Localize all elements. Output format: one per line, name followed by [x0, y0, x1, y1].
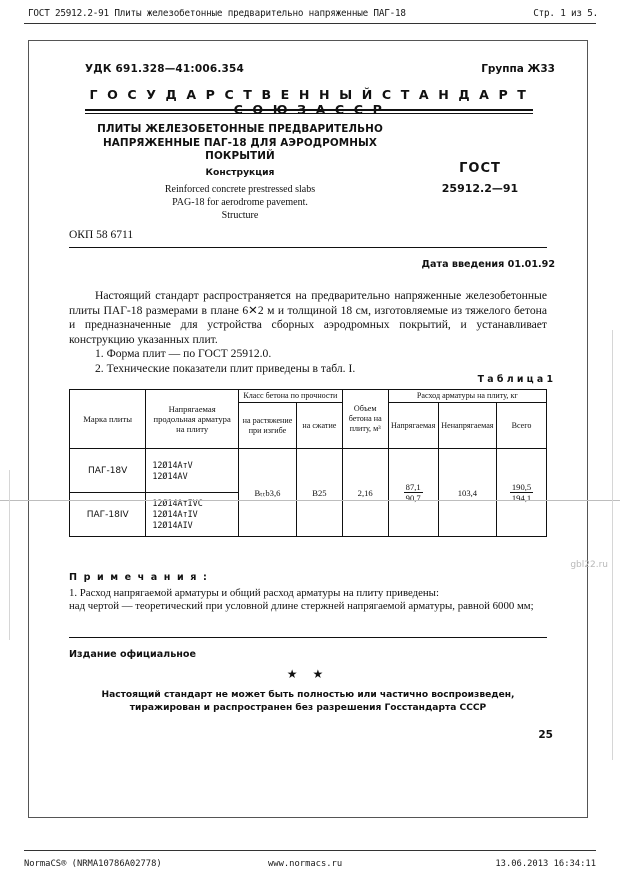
cell-rebar-prestressed — [388, 449, 438, 537]
fraction-denominator: 194,1 — [511, 493, 532, 503]
group-code: Группа Ж33 — [481, 63, 555, 75]
notes-divider — [69, 637, 547, 638]
gost-number: 25912.2—91 — [441, 182, 519, 195]
rebar-line-2: 12Ø14АV — [152, 470, 188, 481]
cell-concrete-compression: В25 — [296, 449, 342, 537]
notes-block — [69, 571, 547, 614]
page-number: 25 — [538, 729, 553, 741]
cell-rebar-nonprestressed: 103,4 — [438, 449, 496, 537]
note-1: 1. Расход напрягаемой арматуры и общий расход арматуры на плиту приведены: — [69, 586, 439, 599]
table-head — [70, 390, 547, 449]
stars-decoration: ★ ★ — [286, 667, 330, 681]
col-header-rebar-prestressed: Напрягаемая — [388, 403, 438, 449]
reprint-notice — [69, 689, 547, 715]
scan-artifact-line — [0, 500, 620, 501]
specifications-table — [69, 389, 547, 537]
col-header-mark: Марка плиты — [70, 390, 146, 449]
clause-1: 1. Форма плит — по ГОСТ 25912.0. — [95, 347, 272, 361]
col-header-rebar-total: Всего — [497, 403, 547, 449]
footer-source: NormaCS® (NRMA10786A02778) — [24, 859, 162, 869]
document-title-english — [85, 183, 395, 222]
document-title: ПЛИТЫ ЖЕЛЕЗОБЕТОННЫЕ ПРЕДВАРИТЕЛЬНО НАПРЯЖЕННЫЕ ПАГ-18 ДЛЯ АЭРОДРОМНЫХ ПОКРЫТИЙ — [97, 123, 383, 162]
col-header-rebar-consumption: Расход арматуры на плиту, кг — [388, 390, 546, 403]
header-divider — [24, 23, 596, 24]
standard-banner: Г О С У Д А Р С Т В Е Н Н Ы Й С Т А Н Д А Р Т С О Ю З А С С Р — [89, 87, 529, 117]
col-header-concrete-compression: на сжатие — [296, 403, 342, 449]
udk-code: УДК 691.328—41:006.354 — [85, 63, 245, 75]
reprint-line-2: тиражирован и распространен без разрешения Госстандарта СССР — [129, 703, 487, 713]
fraction-numerator: 190,5 — [511, 482, 532, 492]
document-subtitle: Конструкция — [205, 167, 275, 178]
table-caption: Т а б л и ц а 1 — [477, 374, 553, 385]
viewer-header-title: ГОСТ 25912.2-91 Плиты железобетонные предварительно напряженные ПАГ-18 — [28, 8, 406, 19]
rebar-line-3: 12Ø14АIV — [152, 520, 193, 530]
body-text — [69, 289, 547, 377]
banner-rule-top — [85, 109, 533, 111]
table-header-row-1 — [70, 390, 547, 403]
page-content — [29, 41, 587, 817]
note-2: над чертой — теоретический при условной длине стержней напрягаемой арматуры, равной 6000 мм; — [69, 600, 534, 613]
col-header-rebar-nonprestressed: Ненапрягаемая — [438, 403, 496, 449]
footer-timestamp: 13.06.2013 16:34:11 — [495, 859, 596, 869]
cell-volume: 2,16 — [342, 449, 388, 537]
rebar-line-2: 12Ø14АтIV — [152, 509, 198, 519]
okp-divider — [69, 247, 547, 248]
cell-mark: ПАГ-18V — [70, 449, 146, 493]
col-header-volume: Объем бетона на плиту, м³ — [342, 390, 388, 449]
col-header-rebar-direction: Напрягаемая продольная арматура на плиту — [146, 390, 239, 449]
rebar-line-1: 12Ø14АтV — [152, 459, 193, 470]
footer-divider — [24, 850, 596, 851]
banner-rule-bottom — [85, 113, 533, 114]
okp-code: ОКП 58 6711 — [69, 229, 134, 241]
notes-title: П р и м е ч а н и я : — [69, 572, 209, 583]
paragraph-scope: Настоящий стандарт распространяется на предварительно напряженные железобетонные плиты ПАГ-18 размерами в плане 6✕2 м и толщиной 18 см, изготовляемые из тяжелого бетона и предназначенные для устройства сборных аэродромных покрытий, и устанавливает конструкцию указанных плит. — [69, 289, 547, 346]
viewer-footer-bar — [0, 843, 620, 877]
footer-url[interactable]: www.normacs.ru — [268, 859, 343, 869]
scan-artifact-left-edge — [9, 470, 10, 640]
document-page — [28, 40, 588, 818]
introduction-date: Дата введения 01.01.92 — [421, 259, 555, 270]
fraction-denominator: 90,7 — [405, 493, 421, 503]
official-edition-label: Издание официальное — [69, 649, 196, 660]
reprint-line-1: Настоящий стандарт не может быть полностью или частично воспроизведен, — [101, 690, 515, 700]
scan-artifact-right-edge — [612, 330, 613, 760]
title-en-line-3: Structure — [221, 210, 259, 221]
cell-concrete-tension: Bₜₜb3,6 — [238, 449, 296, 537]
title-en-line-1: Reinforced concrete prestressed slabs — [164, 184, 316, 195]
col-header-concrete-tension: на растяжение при изгибе — [238, 403, 296, 449]
cell-rebar-total — [497, 449, 547, 537]
clause-2: 2. Технические показатели плит приведены в табл. I. — [95, 361, 356, 375]
col-header-concrete-class: Класс бетона по прочности — [238, 390, 342, 403]
table-body — [70, 449, 547, 537]
rebar-line-1: 12Ø14АтIVС — [152, 498, 203, 508]
viewer-header-bar — [0, 0, 620, 26]
title-en-line-2: PAG-18 for aerodrome pavement. — [172, 197, 308, 208]
cell-rebar — [146, 449, 239, 493]
gost-label: ГОСТ — [459, 161, 501, 176]
viewer-page-indicator: Стр. 1 из 5. — [533, 8, 598, 19]
table-row — [70, 449, 547, 493]
watermark: gbl22.ru — [570, 560, 608, 570]
cell-mark: ПАГ-18IV — [70, 493, 146, 537]
fraction-numerator: 87,1 — [405, 482, 421, 492]
